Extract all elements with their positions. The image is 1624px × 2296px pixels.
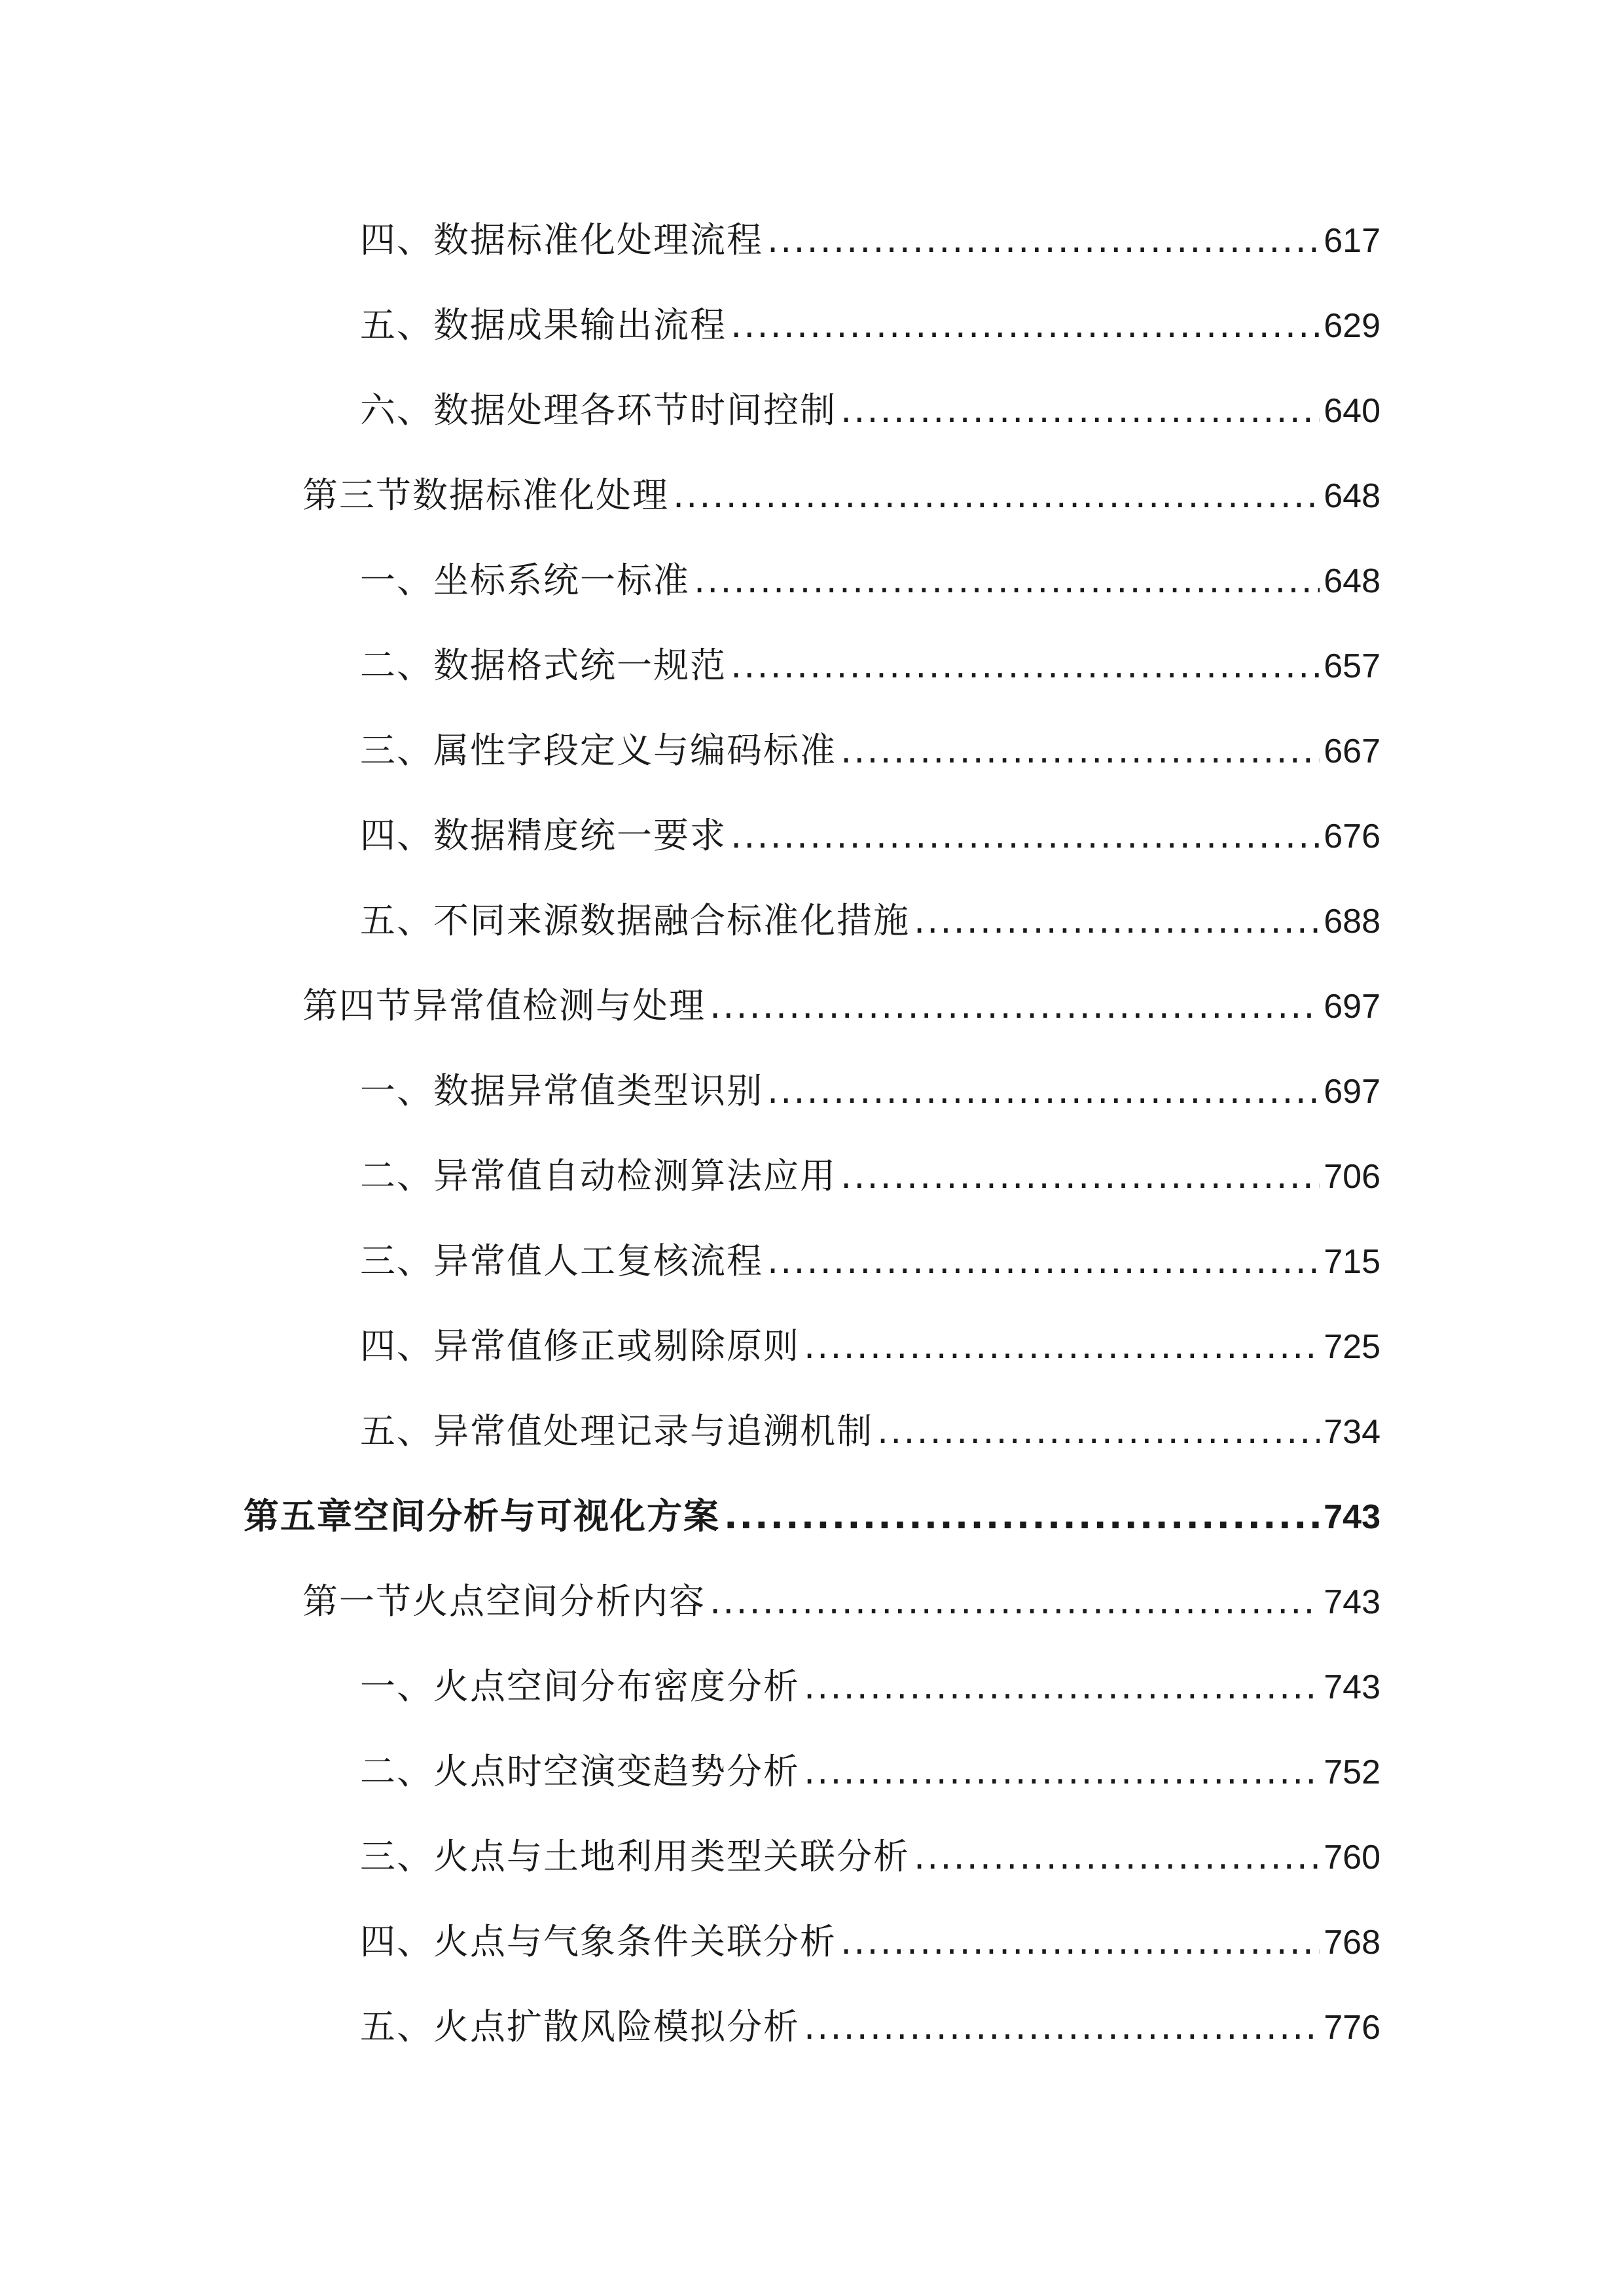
toc-entry[interactable] — [360, 554, 1380, 607]
toc-entry-title: 第一节火点空间分析内容 — [302, 1581, 706, 1622]
toc-entry-page: 725 — [1324, 1328, 1380, 1366]
toc-leader-dots — [914, 895, 1320, 947]
toc-entry-page: 776 — [1324, 2009, 1380, 2047]
toc-entry-title: 四、异常值修正或剔除原则 — [360, 1325, 800, 1367]
toc-entry-title: 一、火点空间分布密度分析 — [360, 1666, 800, 1707]
toc-leader-dots — [724, 1490, 1320, 1543]
toc-entry[interactable] — [360, 895, 1380, 947]
toc-leader-dots — [710, 980, 1320, 1032]
toc-entry-title: 四、数据精度统一要求 — [360, 815, 727, 856]
toc-entry-title: 一、坐标系统一标准 — [360, 560, 690, 601]
toc-entry-title: 二、数据格式统一规范 — [360, 645, 727, 686]
toc-entry-page: 688 — [1324, 903, 1380, 941]
toc-leader-dots — [694, 554, 1320, 607]
toc-leader-dots — [731, 639, 1320, 692]
toc-leader-dots — [731, 810, 1320, 862]
toc-leader-dots — [731, 299, 1320, 351]
toc-entry-page: 648 — [1324, 562, 1380, 600]
toc-leader-dots — [840, 384, 1320, 437]
toc-entry[interactable] — [360, 1150, 1380, 1202]
toc-entry-section[interactable] — [302, 469, 1380, 522]
toc-entry[interactable] — [360, 1065, 1380, 1117]
toc-entry-page: 743 — [1324, 1583, 1380, 1621]
toc-leader-dots — [767, 214, 1320, 266]
toc-entry[interactable] — [360, 810, 1380, 862]
toc-leader-dots — [804, 1746, 1320, 1798]
toc-entry-title: 四、数据标准化处理流程 — [360, 219, 763, 260]
toc-entry-page: 667 — [1324, 732, 1380, 770]
toc-entry-title: 五、不同来源数据融合标准化措施 — [360, 900, 910, 941]
toc-entry-title: 三、火点与土地利用类型关联分析 — [360, 1836, 910, 1877]
toc-entry-title: 五、异常值处理记录与追溯机制 — [360, 1410, 873, 1452]
toc-entry[interactable] — [360, 1405, 1380, 1458]
toc-leader-dots — [673, 469, 1320, 522]
toc-entry-title: 第四节异常值检测与处理 — [302, 985, 706, 1026]
toc-entry[interactable] — [360, 1660, 1380, 1713]
toc-leader-dots — [804, 2001, 1320, 2053]
toc-entry-title: 三、属性字段定义与编码标准 — [360, 730, 837, 771]
toc-entry[interactable] — [360, 1320, 1380, 1372]
toc-entry[interactable] — [360, 299, 1380, 351]
toc-entry-page: 743 — [1324, 1498, 1380, 1536]
toc-entry-title: 第五章空间分析与可视化方案 — [244, 1496, 720, 1537]
toc-entry-page: 752 — [1324, 1753, 1380, 1791]
toc-entry[interactable] — [360, 214, 1380, 266]
toc-entry-page: 629 — [1324, 307, 1380, 345]
toc-entry-page: 715 — [1324, 1243, 1380, 1281]
toc-entry-title: 六、数据处理各环节时间控制 — [360, 389, 837, 431]
toc-entry-page: 706 — [1324, 1158, 1380, 1196]
toc-entry-title: 三、异常值人工复核流程 — [360, 1240, 763, 1282]
toc-leader-dots — [840, 1150, 1320, 1202]
toc-entry-page: 676 — [1324, 817, 1380, 855]
toc-entry[interactable] — [360, 2001, 1380, 2053]
toc-entry-page: 648 — [1324, 477, 1380, 515]
toc-entry-title: 四、火点与气象条件关联分析 — [360, 1921, 837, 1962]
toc-entry-page: 657 — [1324, 647, 1380, 685]
toc-entry[interactable] — [360, 1746, 1380, 1798]
toc-entry-title: 第三节数据标准化处理 — [302, 475, 669, 516]
toc-entry-chapter[interactable] — [244, 1490, 1380, 1543]
toc-entry-section[interactable] — [302, 980, 1380, 1032]
toc-entry-page: 760 — [1324, 1839, 1380, 1876]
toc-entry[interactable] — [360, 639, 1380, 692]
toc-leader-dots — [914, 1831, 1320, 1883]
toc-leader-dots — [767, 1235, 1320, 1287]
toc-leader-dots — [877, 1405, 1320, 1458]
toc-entry-page: 617 — [1324, 222, 1380, 260]
toc-entry-page: 697 — [1324, 988, 1380, 1026]
toc-leader-dots — [710, 1575, 1320, 1628]
toc-leader-dots — [804, 1320, 1320, 1372]
toc-leader-dots — [840, 1916, 1320, 1968]
toc-leader-dots — [840, 725, 1320, 777]
toc-entry[interactable] — [360, 384, 1380, 437]
toc-leader-dots — [804, 1660, 1320, 1713]
toc-entry-page: 734 — [1324, 1413, 1380, 1451]
toc-entry-title: 五、数据成果输出流程 — [360, 304, 727, 346]
toc-entry[interactable] — [360, 1235, 1380, 1287]
toc-entry-page: 640 — [1324, 392, 1380, 430]
toc-entry-title: 五、火点扩散风险模拟分析 — [360, 2006, 800, 2047]
toc-entry-section[interactable] — [302, 1575, 1380, 1628]
toc-entry-page: 768 — [1324, 1924, 1380, 1962]
toc-leader-dots — [767, 1065, 1320, 1117]
toc-entry-title: 二、异常值自动检测算法应用 — [360, 1155, 837, 1196]
toc-entry[interactable] — [360, 725, 1380, 777]
toc-entry-page: 697 — [1324, 1073, 1380, 1111]
toc-entry-title: 二、火点时空演变趋势分析 — [360, 1751, 800, 1792]
toc-entry-page: 743 — [1324, 1668, 1380, 1706]
toc-entry[interactable] — [360, 1831, 1380, 1883]
toc-entry[interactable] — [360, 1916, 1380, 1968]
toc-entry-title: 一、数据异常值类型识别 — [360, 1070, 763, 1111]
